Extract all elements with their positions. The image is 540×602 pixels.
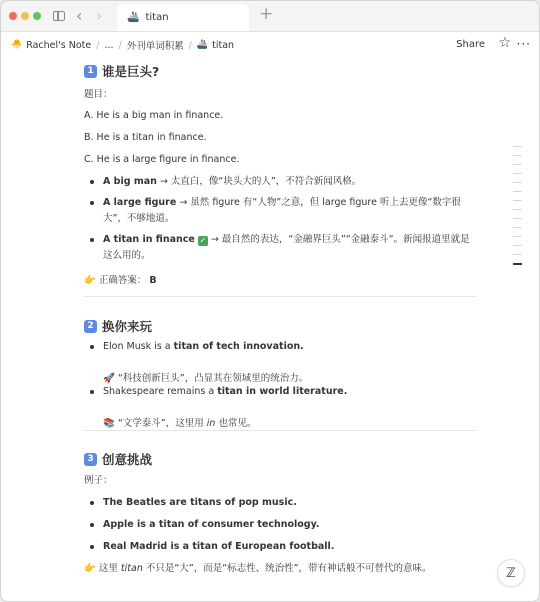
list-item	[84, 495, 476, 511]
option-c: C. He is a large figure in finance.	[84, 154, 240, 165]
breadcrumb	[1, 32, 539, 58]
minimize-window-button[interactable]	[21, 12, 29, 20]
list-item	[84, 195, 476, 227]
creative-example: Apple is a titan of consumer technology.	[103, 519, 320, 530]
check-mark-icon: ✓	[199, 236, 207, 245]
tab-titan[interactable]	[117, 4, 249, 31]
footer-text: 这里	[98, 563, 121, 574]
help-button[interactable]	[497, 559, 525, 587]
toc-line[interactable]	[513, 227, 522, 228]
section2-heading	[84, 317, 152, 335]
example-note-text: “科技创新巨头”，凸显其在领域里的统治力。	[117, 372, 309, 384]
example-list	[84, 384, 476, 400]
answer-line	[84, 274, 157, 288]
list-item	[84, 339, 476, 355]
explanation-list	[84, 174, 476, 264]
section1-heading	[84, 62, 159, 80]
rocket-icon: 🚀	[103, 372, 115, 384]
ship-icon: 🚢	[127, 12, 140, 23]
sidebar-toggle-icon[interactable]	[53, 11, 65, 21]
list-item	[84, 539, 476, 555]
explanation-text: → 虽然 figure 有“人物”之意，但 large figure 听上去更像“数字很大”，不够地道。	[103, 197, 461, 224]
list-item	[84, 517, 476, 533]
toc-line[interactable]	[513, 209, 522, 210]
books-icon: 📚	[103, 417, 115, 429]
keycap-3-icon: 3	[84, 453, 97, 466]
toc-line[interactable]	[513, 200, 522, 201]
example-note	[84, 417, 256, 431]
pointing-hand-icon: 👉	[84, 275, 96, 286]
breadcrumb-workspace-label: Rachel's Note	[26, 39, 92, 51]
tab-title: titan	[145, 12, 169, 23]
option-a: A. He is a big man in finance.	[84, 110, 224, 121]
section3-heading	[84, 450, 152, 468]
toc-line[interactable]	[513, 218, 522, 219]
workspace-avatar-icon: 🐣	[11, 40, 23, 50]
new-tab-plus-icon[interactable]: +	[259, 4, 274, 24]
explanation-text: → 太直白，像“块头大的人”，不符合新闻风格。	[156, 176, 362, 187]
breadcrumb-separator: /	[118, 39, 122, 51]
breadcrumb-current-label: titan	[212, 39, 235, 51]
breadcrumb-current[interactable]	[197, 40, 234, 51]
favorite-star-icon[interactable]: ☆	[498, 35, 511, 51]
example-note-text: “文学泰斗”，这里用	[117, 417, 207, 429]
ship-icon: 🚢	[196, 40, 209, 50]
toc-line[interactable]	[513, 245, 522, 246]
breadcrumb-parent[interactable]: 外刊单词积累	[126, 41, 184, 52]
answer-label: 正确答案：	[98, 275, 147, 286]
toc-line[interactable]	[513, 191, 522, 192]
toc-line[interactable]	[513, 155, 522, 156]
explanation-term: A big man	[103, 176, 157, 187]
section3-heading-text: 创意挑战	[102, 452, 153, 467]
example-text: Elon Musk is a	[103, 341, 174, 352]
toc-line[interactable]	[513, 146, 522, 147]
creative-example: Real Madrid is a titan of European football.	[103, 541, 335, 552]
breadcrumb-workspace[interactable]	[11, 40, 91, 51]
footer-text: 不只是“大”，而是“标志性、统治性”，带有神话般不可替代的意味。	[142, 563, 432, 574]
list-item	[84, 174, 476, 190]
breadcrumb-separator: /	[96, 39, 100, 51]
list-item	[84, 232, 476, 264]
close-window-button[interactable]	[9, 12, 17, 20]
forward-arrow-icon[interactable]: ›	[96, 6, 103, 25]
divider	[84, 296, 476, 297]
answer-value: B	[149, 275, 157, 286]
breadcrumb-ellipsis[interactable]: ...	[104, 39, 114, 51]
toc-line[interactable]	[513, 182, 522, 183]
creative-example: The Beatles are titans of pop music.	[103, 497, 297, 508]
title-bar	[1, 1, 539, 32]
example-text: Shakespeare remains a	[103, 386, 218, 397]
example-bold: titan of tech innovation.	[173, 341, 304, 352]
more-options-icon[interactable]: ···	[516, 37, 531, 51]
maximize-window-button[interactable]	[33, 12, 41, 20]
toc-line-active[interactable]	[513, 263, 522, 265]
section1-heading-block	[84, 62, 159, 80]
help-icon: ℤ	[506, 565, 516, 581]
section1-heading-text: 谁是巨头?	[102, 64, 160, 79]
explanation-term: A large figure	[103, 197, 177, 208]
share-button[interactable]: Share	[456, 39, 485, 50]
toc-line[interactable]	[513, 164, 522, 165]
examples-intro: 例子：	[84, 475, 113, 486]
example-note-text: 也常见。	[215, 417, 257, 429]
toc-line[interactable]	[513, 173, 522, 174]
footer-italic: titan	[120, 563, 143, 574]
footer-note	[84, 561, 459, 577]
explanation-term: A titan in finance	[103, 234, 195, 245]
option-b: B. He is a titan in finance.	[84, 132, 207, 143]
section3-heading-block	[84, 450, 152, 468]
keycap-2-icon: 2	[84, 320, 97, 333]
divider	[84, 430, 476, 431]
prompt-label: 题目：	[84, 89, 113, 100]
example-list	[84, 339, 476, 355]
section2-heading-text: 换你来玩	[102, 319, 153, 334]
back-arrow-icon[interactable]: ‹	[76, 6, 83, 25]
toc-line[interactable]	[513, 254, 522, 255]
breadcrumb-separator: /	[188, 39, 192, 51]
toc-line[interactable]	[513, 236, 522, 237]
list-item	[84, 384, 476, 400]
keycap-1-icon: 1	[84, 65, 97, 78]
pointing-hand-icon: 👉	[84, 563, 96, 574]
table-of-contents-minimap[interactable]	[513, 146, 522, 273]
creative-example-list	[84, 495, 476, 555]
section2-heading-block	[84, 317, 152, 335]
example-note-italic: in	[206, 417, 216, 429]
example-bold: titan in world literature.	[217, 386, 348, 397]
explanation-text: → 最自然的表达，“金融界巨头”“金融泰斗”。新闻报道里就是这么用的。	[103, 234, 470, 261]
